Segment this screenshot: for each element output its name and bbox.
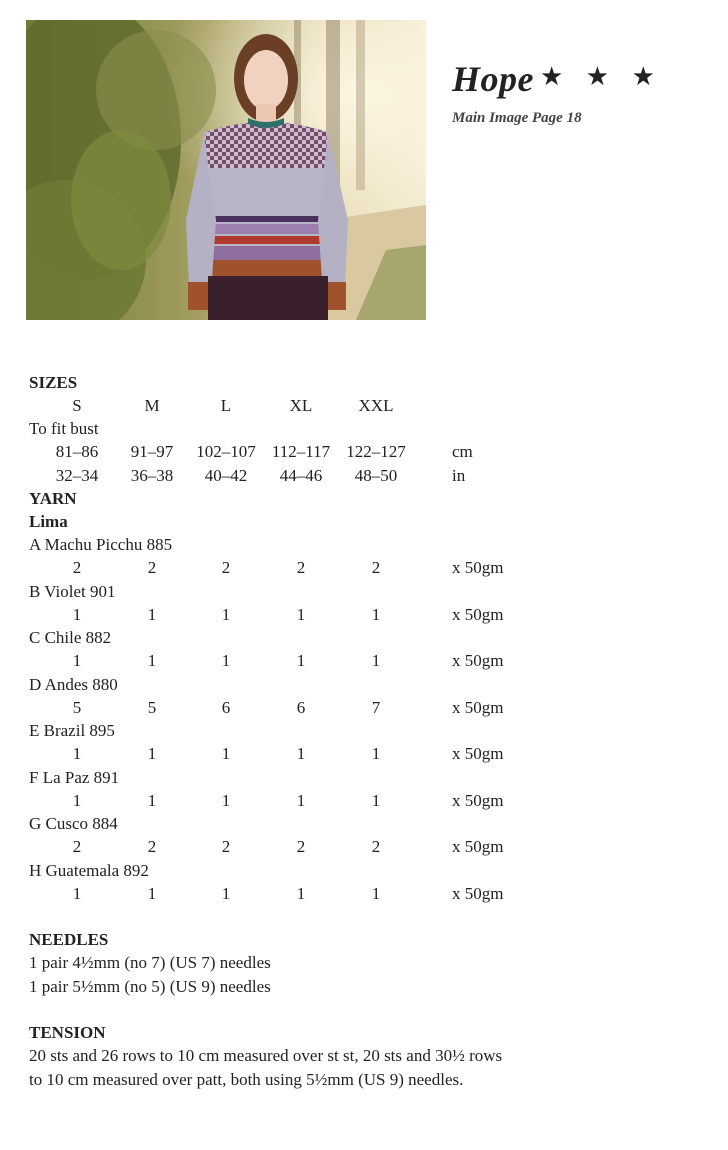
yarn-quantity: 1 [221,883,231,903]
bust-cm-value: 112–117 [271,442,331,461]
bust-cm-value: 81–86 [55,442,99,461]
yarn-quantity: 1 [371,604,381,624]
yarn-quantity: 1 [371,883,381,903]
yarn-quantity: 2 [296,558,306,577]
yarn-quantity: 1 [221,604,231,624]
yarn-quantity: 1 [147,883,157,903]
needle-line: 1 pair 4½mm (no 7) (US 7) needles [29,953,271,972]
bust-in-value: 36–38 [130,466,174,485]
size-label: XXL [358,396,394,415]
yarn-quantity: 1 [72,651,82,670]
yarn-unit: x 50gm [452,837,504,856]
yarn-quantity: 1 [147,744,157,763]
yarn-quantity: 1 [72,604,82,624]
yarn-quantity: 7 [371,697,381,717]
yarn-quantity-row [0,744,728,764]
yarn-quantity-row [0,605,728,625]
yarn-quantity: 2 [371,558,381,577]
fit-bust-label: To fit bust [29,419,99,438]
yarn-quantity: 1 [147,651,157,670]
yarn-quantity: 2 [221,837,231,856]
yarn-quantity-row [0,884,728,904]
yarn-colour-label: F La Paz 891 [29,767,120,787]
yarn-quantity: 1 [296,744,306,763]
yarn-unit: x 50gm [452,744,504,763]
bust-cm-unit: cm [452,442,473,461]
sizes-heading: SIZES [29,373,78,392]
bust-in-value: 48–50 [354,466,398,485]
yarn-unit: x 50gm [452,558,504,577]
yarn-quantity: 2 [72,558,82,577]
yarn-colour-label: D Andes 880 [29,674,118,694]
bust-in-value: 32–34 [55,466,99,485]
pattern-subtitle: Main Image Page 18 [452,110,582,126]
difficulty-stars: ★ ★ ★ [539,62,663,91]
yarn-colour-label: E Brazil 895 [29,721,115,740]
yarn-quantity: 1 [296,651,306,670]
yarn-unit: x 50gm [452,697,504,717]
yarn-quantity: 1 [72,790,82,810]
yarn-quantity: 2 [296,837,306,856]
needles-heading: NEEDLES [29,930,109,949]
yarn-quantity: 1 [296,604,306,624]
yarn-quantity: 1 [371,744,381,763]
bust-in-value: 44–46 [279,466,323,485]
yarn-colour-label: G Cusco 884 [29,814,118,833]
size-label: M [144,396,160,415]
yarn-quantity-row [0,791,728,811]
size-label: S [72,396,82,415]
yarn-quantity-row [0,698,728,718]
size-label: L [220,396,232,415]
bust-cm-row [0,442,728,462]
yarn-quantity: 1 [296,883,306,903]
yarn-quantity: 2 [72,837,82,856]
bust-in-row [0,466,728,486]
needle-line: 1 pair 5½mm (no 5) (US 9) needles [29,977,271,996]
yarn-quantity: 5 [147,697,157,717]
yarn-quantity: 2 [147,558,157,577]
bust-cm-value: 91–97 [130,442,174,461]
tension-line: 20 sts and 26 rows to 10 cm measured over st st, 20 sts and 30½ rows [29,1046,503,1065]
yarn-colour-label: H Guatemala 892 [29,860,149,880]
yarn-colour-label: A Machu Picchu 885 [29,535,173,554]
yarn-brand: Lima [29,512,68,531]
yarn-unit: x 50gm [452,790,504,810]
size-labels-row [0,396,728,416]
yarn-quantity: 2 [147,837,157,856]
pattern-header [452,58,663,127]
yarn-unit: x 50gm [452,883,504,903]
yarn-quantity: 1 [147,604,157,624]
yarn-quantity: 2 [221,558,231,577]
yarn-quantity: 1 [296,790,306,810]
yarn-quantity: 1 [72,744,82,763]
yarn-quantity-row [0,651,728,671]
yarn-quantity: 1 [147,790,157,810]
size-label: XL [289,396,313,415]
yarn-quantity: 2 [371,837,381,856]
yarn-quantity: 1 [221,744,231,763]
bust-in-value: 40–42 [204,466,248,485]
yarn-unit: x 50gm [452,604,504,624]
bust-cm-value: 122–127 [346,442,406,461]
yarn-quantity: 5 [72,697,82,717]
yarn-quantity: 1 [221,790,231,810]
bust-in-unit: in [452,466,466,485]
yarn-quantity: 1 [371,651,381,670]
yarn-quantity-row [0,558,728,578]
yarn-heading: YARN [29,489,77,508]
yarn-quantity: 6 [296,697,306,717]
yarn-colour-label: C Chile 882 [29,628,112,647]
yarn-quantity: 1 [221,651,231,670]
bust-cm-value: 102–107 [196,442,256,461]
yarn-quantity: 1 [371,790,381,810]
tension-line: to 10 cm measured over patt, both using 5½mm (US 9) needles. [29,1070,464,1089]
yarn-colour-label: B Violet 901 [29,581,116,601]
tension-heading: TENSION [29,1023,106,1042]
yarn-unit: x 50gm [452,651,504,670]
yarn-quantity-row [0,837,728,857]
model-photo [26,20,426,320]
yarn-quantity: 6 [221,697,231,717]
pattern-title: Hope [452,59,534,99]
yarn-quantity: 1 [72,883,82,903]
